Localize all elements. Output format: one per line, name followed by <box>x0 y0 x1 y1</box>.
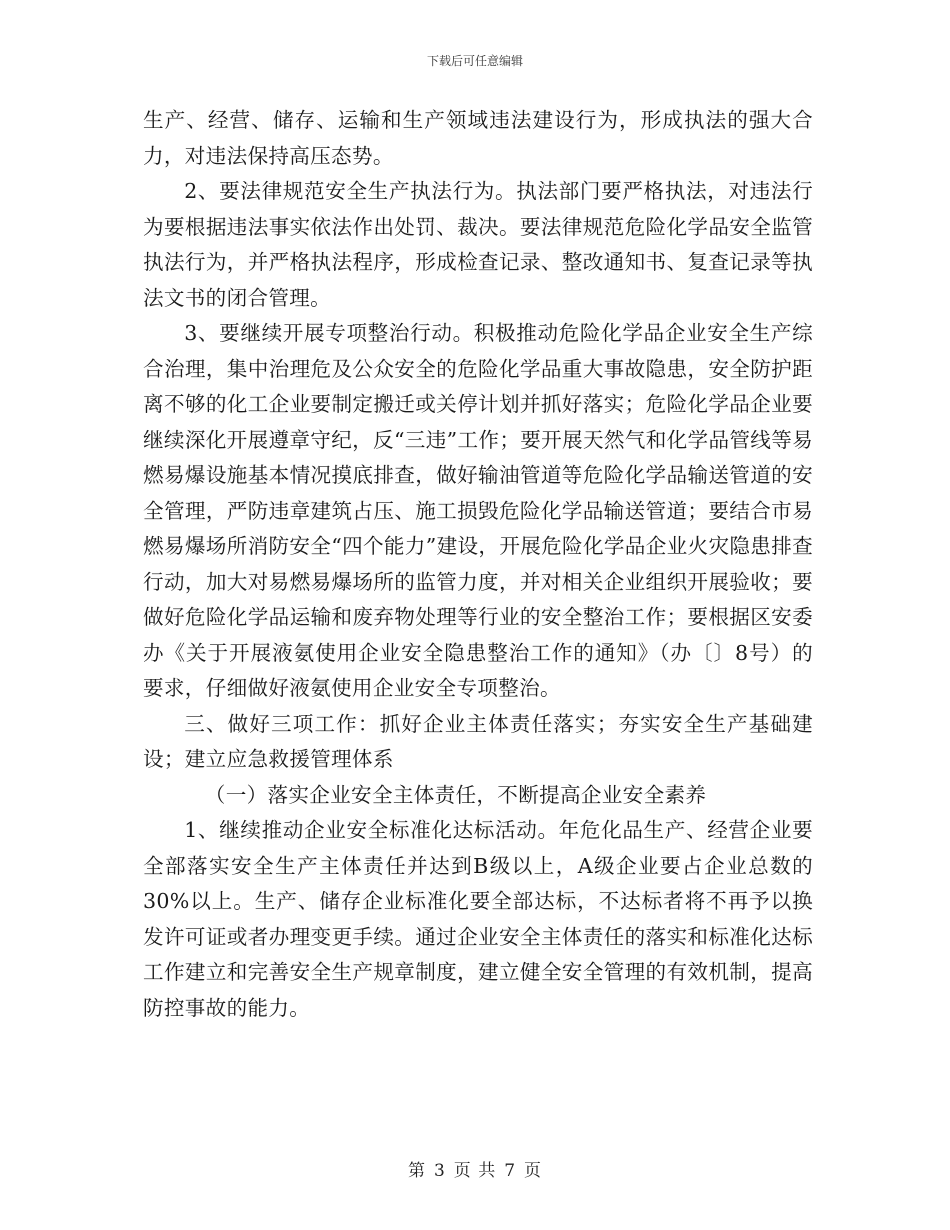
total-pages-number: 7 <box>504 1161 517 1181</box>
paragraph-continuation: 生产、经营、储存、运输和生产领域违法建设行为，形成执法的强大合力，对违法保持高压态势。 <box>143 108 813 168</box>
section-heading-3: 三、做好三项工作：抓好企业主体责任落实；夯实安全生产基础建设；建立应急救援管理体系 <box>143 711 813 771</box>
page-header: 下载后可任意编辑 <box>426 54 523 68</box>
paragraph-subitem-1: 1、继续推动企业安全标准化达标活动。年危化品生产、经营企业要全部落实安全生产主体责任并达到B级以上，A级企业要占企业总数的30%以上。生产、储存企业标准化要全部达标，不达标者将不再予以换发许可证或者办理变更手续。通过企业安全主体责任的落实和标准化达标工作建立和完善安全生产规章制度，建立健全安全管理的有效机制，提高防控事故的能力。 <box>143 818 813 1020</box>
current-page-number: 3 <box>433 1161 446 1181</box>
document-body <box>143 103 813 1026</box>
paragraph-item-3: 3、要继续开展专项整治行动。积极推动危险化学品企业安全生产综合治理，集中治理危及公众安全的危险化学品重大事故隐患，安全防护距离不够的化工企业要制定搬迁或关停计划并抓好落实；危险化学品企业要继续深化开展遵章守纪，反“三违”工作；要开展天然气和化学品管线等易燃易爆设施基本情况摸底排查，做好输油管道等危险化学品输送管道的安全管理，严防违章建筑占压、施工损毁危险化学品输送管道；要结合市易燃易爆场所消防安全“四个能力”建设，开展危险化学品企业火灾隐患排查行动，加大对易燃易爆场所的监管力度，并对相关企业组织开展验收；要做好危险化学品运输和废弃物处理等行业的安全整治工作；要根据区安委办《关于开展液氨使用企业安全隐患整治工作的通知》（办〔〕8号）的要求，仔细做好液氨使用企业安全专项整治。 <box>143 321 813 700</box>
subsection-heading-1: （一）落实企业安全主体责任，不断提高企业安全素养 <box>204 782 707 807</box>
page-footer <box>0 1156 950 1181</box>
footer-suffix: 页 <box>524 1161 543 1181</box>
footer-prefix: 第 <box>407 1161 426 1181</box>
paragraph-item-2: 2、要法律规范安全生产执法行为。执法部门要严格执法，对违法行为要根据违法事实依法作出处罚、裁决。要法律规范危险化学品安全监管执法行为，并严格执法程序，形成检查记录、整改通知书、复查记录等执法文书的闭合管理。 <box>143 179 813 310</box>
footer-middle: 页 共 <box>453 1161 497 1181</box>
